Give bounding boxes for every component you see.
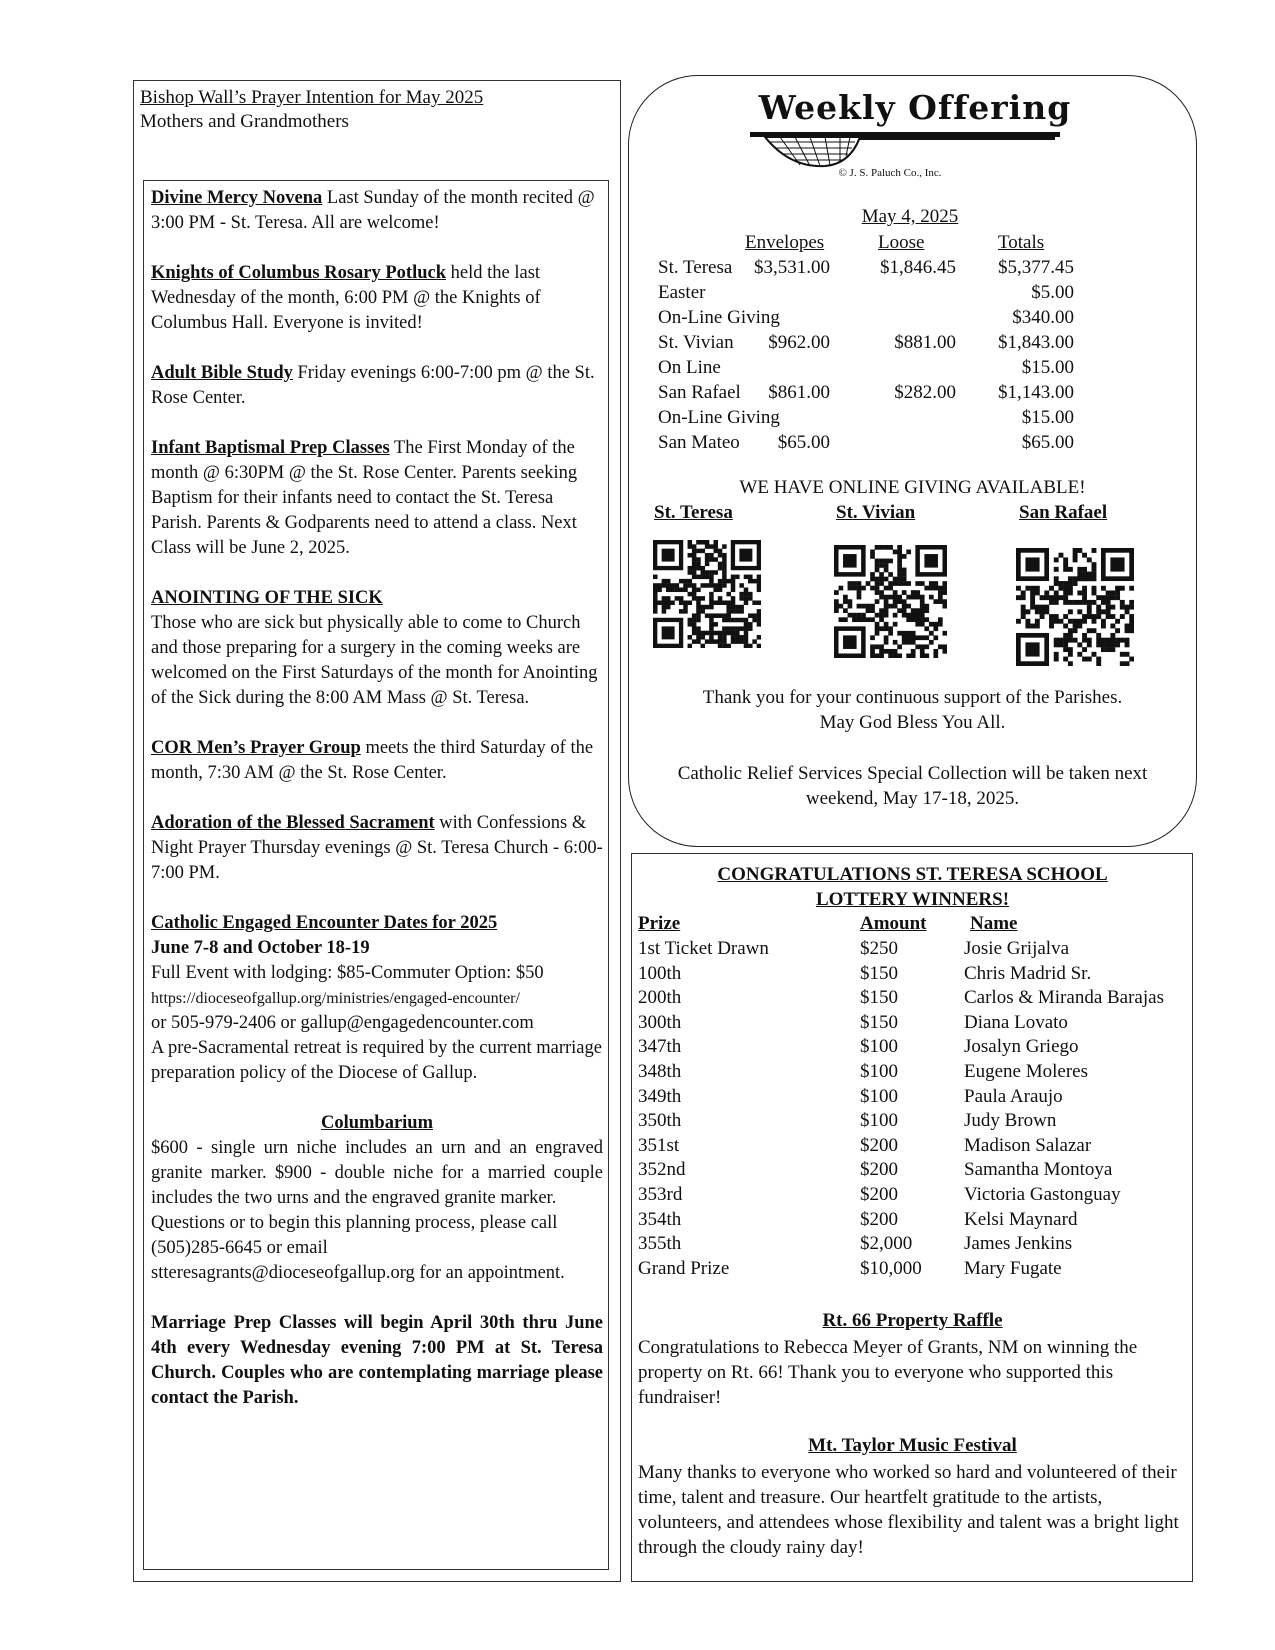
lottery-row [638,961,1188,986]
offering-row [658,380,1078,405]
bishop-intention-text: Mothers and Grandmothers [140,111,349,132]
thank-you-line-1: Thank you for your continuous support of the Parishes. [702,687,1123,708]
qr-label-st-teresa: St. Teresa [654,502,733,523]
lottery-row [638,1059,1188,1084]
lottery-prize: 300th [638,1011,682,1033]
offering-row-label: Easter [658,282,706,303]
lottery-prize: 354th [638,1208,682,1230]
offering-row-label: On-Line Giving [658,307,780,328]
offering-row [658,405,1078,430]
lottery-prize: 349th [638,1085,682,1107]
offering-row-label: On-Line Giving [658,407,780,428]
lottery-amount: $200 [860,1159,898,1181]
lottery-amount: $100 [860,1085,898,1107]
offering-row-loose: $1,846.45 [880,257,956,278]
lottery-amount: $200 [860,1184,898,1205]
lottery-winner-name: James Jenkins [964,1233,1073,1255]
lottery-amount: $200 [860,1134,898,1156]
offering-row-loose: $881.00 [894,332,956,353]
lottery-prize: 1st Ticket Drawn [638,938,769,959]
lottery-winner-name: Eugene Moleres [964,1061,1088,1082]
anointing-title: ANOINTING OF THE SICK [151,588,383,608]
anointing-text: Those who are sick but physically able to come to Church and those preparing for a surgery in the coming weeks are welcomed on the First Saturdays of the month for Anointing of the Sick during the 8:00 AM Mass @ St. Teresa. [151,613,598,708]
lottery-row [638,985,1188,1010]
knights-text: held the last Wednesday of the month, 6:00 PM @ the Knights of Columbus Hall. Everyone is invited! [151,263,541,333]
marriage-prep-text: Marriage Prep Classes will begin April 30th thru June 4th every Wednesday evening 7:00 PM at St. Teresa Church. Couples who are contemplating marriage please contact the Parish. [151,1313,603,1408]
offering-row-label: On Line [658,357,721,378]
lottery-amount: $100 [860,1110,898,1132]
lottery-prize: 351st [638,1134,680,1156]
adoration-text: with Confessions & Night Prayer Thursday evenings @ St. Teresa Church - 6:00-7:00 PM. [151,813,603,883]
offering-row-total: $5.00 [1031,282,1074,303]
lottery-amount: $150 [860,962,898,984]
lottery-title-line-1: CONGRATULATIONS ST. TERESA SCHOOL [717,864,1108,885]
engaged-note: A pre-Sacramental retreat is required by the current marriage preparation policy of the Diocese of Gallup. [151,1038,602,1083]
columbarium-item [151,1111,603,1286]
online-giving-notice: WE HAVE ONLINE GIVING AVAILABLE! [739,477,1086,498]
lottery-prize: 348th [638,1061,682,1082]
engaged-item [151,911,603,1086]
lottery-amount: $100 [860,1036,898,1058]
lottery-row [638,1207,1188,1232]
bishop-intention-title: Bishop Wall’s Prayer Intention for May 2025 [140,87,484,108]
cor-title: COR Men’s Prayer Group [151,738,361,758]
lottery-amount: $200 [860,1208,898,1230]
offering-row-total: $1,143.00 [998,382,1074,403]
columbarium-title: Columbarium [320,1113,434,1133]
weekly-offering-title: Weekly Offering [758,88,1072,127]
lottery-winner-name: Kelsi Maynard [964,1208,1078,1230]
lottery-prize: 350th [638,1110,682,1132]
offering-row-total: $15.00 [1021,407,1074,428]
lottery-title-line-2: LOTTERY WINNERS! [815,889,1010,910]
knights-title: Knights of Columbus Rosary Potluck [151,263,447,283]
lottery-winner-name: Diana Lovato [964,1011,1068,1033]
lottery-winner-name: Paula Araujo [964,1085,1063,1107]
lottery-prize: 200th [638,987,682,1009]
lottery-winner-name: Madison Salazar [964,1134,1092,1156]
columbarium-email: stteresagrants@dioceseofgallup.org for an appointment. [151,1263,565,1283]
festival-text: Many thanks to everyone who worked so hard and volunteered of their time, talent and treasure. Our heartfelt gratitude to the artists, volunteers, and attendees whose flexibility and talent was a bright light through the cloudy rainy day! [638,1462,1179,1558]
adoration-title: Adoration of the Blessed Sacrament [151,813,435,833]
lottery-prize: 100th [638,962,682,984]
offering-header-row [650,230,1070,255]
offering-row [658,355,1078,380]
bishop-intention [140,86,610,134]
lottery-winner-name: Samantha Montoya [964,1159,1113,1181]
lottery-winner-name: Chris Madrid Sr. [964,962,1092,984]
header-totals: Totals [998,232,1045,253]
lottery-prize: Grand Prize [638,1257,730,1279]
lottery-row [638,1108,1188,1133]
lottery-amount: $10,000 [860,1257,922,1279]
crs-collection-notice: Catholic Relief Services Special Collection will be taken next weekend, May 17-18, 2025. [677,763,1148,809]
lottery-winner-name: Victoria Gastonguay [964,1184,1121,1205]
lottery-amount: $150 [860,1011,898,1033]
cor-text: meets the third Saturday of the month, 7:30 AM @ the St. Rose Center. [151,738,594,783]
lottery-winner-name: Josie Grijalva [964,938,1070,959]
raffle-title: Rt. 66 Property Raffle [822,1310,1003,1331]
divine-mercy-title: Divine Mercy Novena [151,188,323,208]
lottery-amount: $150 [860,987,898,1009]
knights-item [151,261,603,336]
header-name: Name [970,913,1018,934]
header-prize: Prize [638,913,681,934]
divine-mercy-text: Last Sunday of the month recited @ 3:00 PM - St. Teresa. All are welcome! [151,188,595,233]
offering-row-total: $340.00 [1012,307,1074,328]
engaged-cost: Full Event with lodging: $85-Commuter Option: $50 [151,963,544,983]
header-envelopes: Envelopes [745,232,825,253]
offering-row [658,255,1078,280]
lottery-prize: 355th [638,1233,682,1255]
header-amount: Amount [860,913,927,934]
lottery-row [638,1256,1188,1281]
lottery-row [638,1084,1188,1109]
baptism-text: The First Monday of the month @ 6:30PM @ the St. Rose Center. Parents seeking Baptism for their infants need to contact the St. Teresa Parish. Parents & Godparents need to attend a class. Next Class will be June 2, 2025. [151,438,578,558]
header-loose: Loose [878,232,925,253]
lottery-row [638,1231,1188,1256]
offering-row-loose: $282.00 [894,382,956,403]
offering-row-envelopes: $962.00 [768,332,830,353]
thank-you-message [640,685,1185,735]
offering-row [658,330,1078,355]
copyright-notice: © J. S. Paluch Co., Inc. [838,167,942,179]
qr-code-st-teresa[interactable] [653,540,761,648]
lottery-winner-name: Carlos & Miranda Barajas [964,987,1164,1009]
lottery-amount: $2,000 [860,1233,913,1255]
lottery-row [638,1010,1188,1035]
offering-row-total: $5,377.45 [998,257,1074,278]
lottery-prize: 353rd [638,1184,683,1205]
lottery-row [638,936,1188,961]
qr-label-san-rafael: San Rafael [1019,502,1108,523]
engaged-title: Catholic Engaged Encounter Dates for 2025 [151,913,498,933]
offering-row-envelopes: $65.00 [777,432,830,453]
offering-row-label: St. Vivian [658,332,734,353]
lottery-title [640,862,1185,912]
offering-date: May 4, 2025 [861,206,959,227]
lottery-prize: 352nd [638,1159,686,1181]
columbarium-questions: Questions or to begin this planning process, please call (505)285-6645 or email [151,1213,558,1258]
announcements [151,186,603,1436]
lottery-row [638,1182,1188,1207]
lottery-winner-name: Mary Fugate [964,1257,1062,1279]
qr-code-st-vivian[interactable] [834,545,947,658]
offering-row-label: San Rafael [658,382,741,403]
engaged-contact: or 505-979-2406 or gallup@engagedencounter.com [151,1013,534,1033]
offering-row-label: St. Teresa [658,257,733,278]
adoration-item [151,811,603,886]
fishing-net-icon [750,130,1060,170]
lottery-header-row [638,911,1188,936]
lottery-amount: $100 [860,1061,898,1082]
offering-row-envelopes: $3,531.00 [754,257,830,278]
festival-title: Mt. Taylor Music Festival [808,1435,1017,1456]
divine-mercy-item [151,186,603,236]
offering-row [658,430,1078,455]
lottery-winner-name: Judy Brown [964,1110,1057,1132]
lottery-amount: $250 [860,938,898,959]
engaged-url-link[interactable]: https://dioceseofgallup.org/ministries/engaged-encounter/ [151,990,520,1007]
marriage-prep-item [151,1311,603,1411]
lottery-prize: 347th [638,1036,682,1058]
engaged-dates: June 7-8 and October 18-19 [151,938,370,958]
raffle-text: Congratulations to Rebecca Meyer of Grants, NM on winning the property on Rt. 66! Thank you to everyone who supported this fundraiser! [638,1337,1138,1408]
lottery-row [638,1157,1188,1182]
offering-row-total: $15.00 [1021,357,1074,378]
bible-study-text: Friday evenings 6:00-7:00 pm @ the St. Rose Center. [151,363,595,408]
lottery-winner-name: Josalyn Griego [964,1036,1079,1058]
thank-you-line-2: May God Bless You All. [819,712,1006,733]
bible-study-title: Adult Bible Study [151,363,293,383]
anointing-item [151,586,603,711]
columbarium-text: $600 - single urn niche includes an urn and an engraved granite marker. $900 - double niche for a married couple includes the two urns and the engraved granite marker. [151,1138,603,1208]
lottery-row [638,1034,1188,1059]
bible-study-item [151,361,603,411]
offering-row [658,305,1078,330]
baptism-title: Infant Baptismal Prep Classes [151,438,390,458]
offering-row-label: San Mateo [658,432,740,453]
offering-row-total: $65.00 [1021,432,1074,453]
qr-code-san-rafael[interactable] [1016,548,1134,666]
cor-item [151,736,603,786]
offering-row-envelopes: $861.00 [768,382,830,403]
lottery-row [638,1133,1188,1158]
offering-row-total: $1,843.00 [998,332,1074,353]
baptism-item [151,436,603,561]
offering-row [658,280,1078,305]
qr-label-st-vivian: St. Vivian [836,502,916,523]
